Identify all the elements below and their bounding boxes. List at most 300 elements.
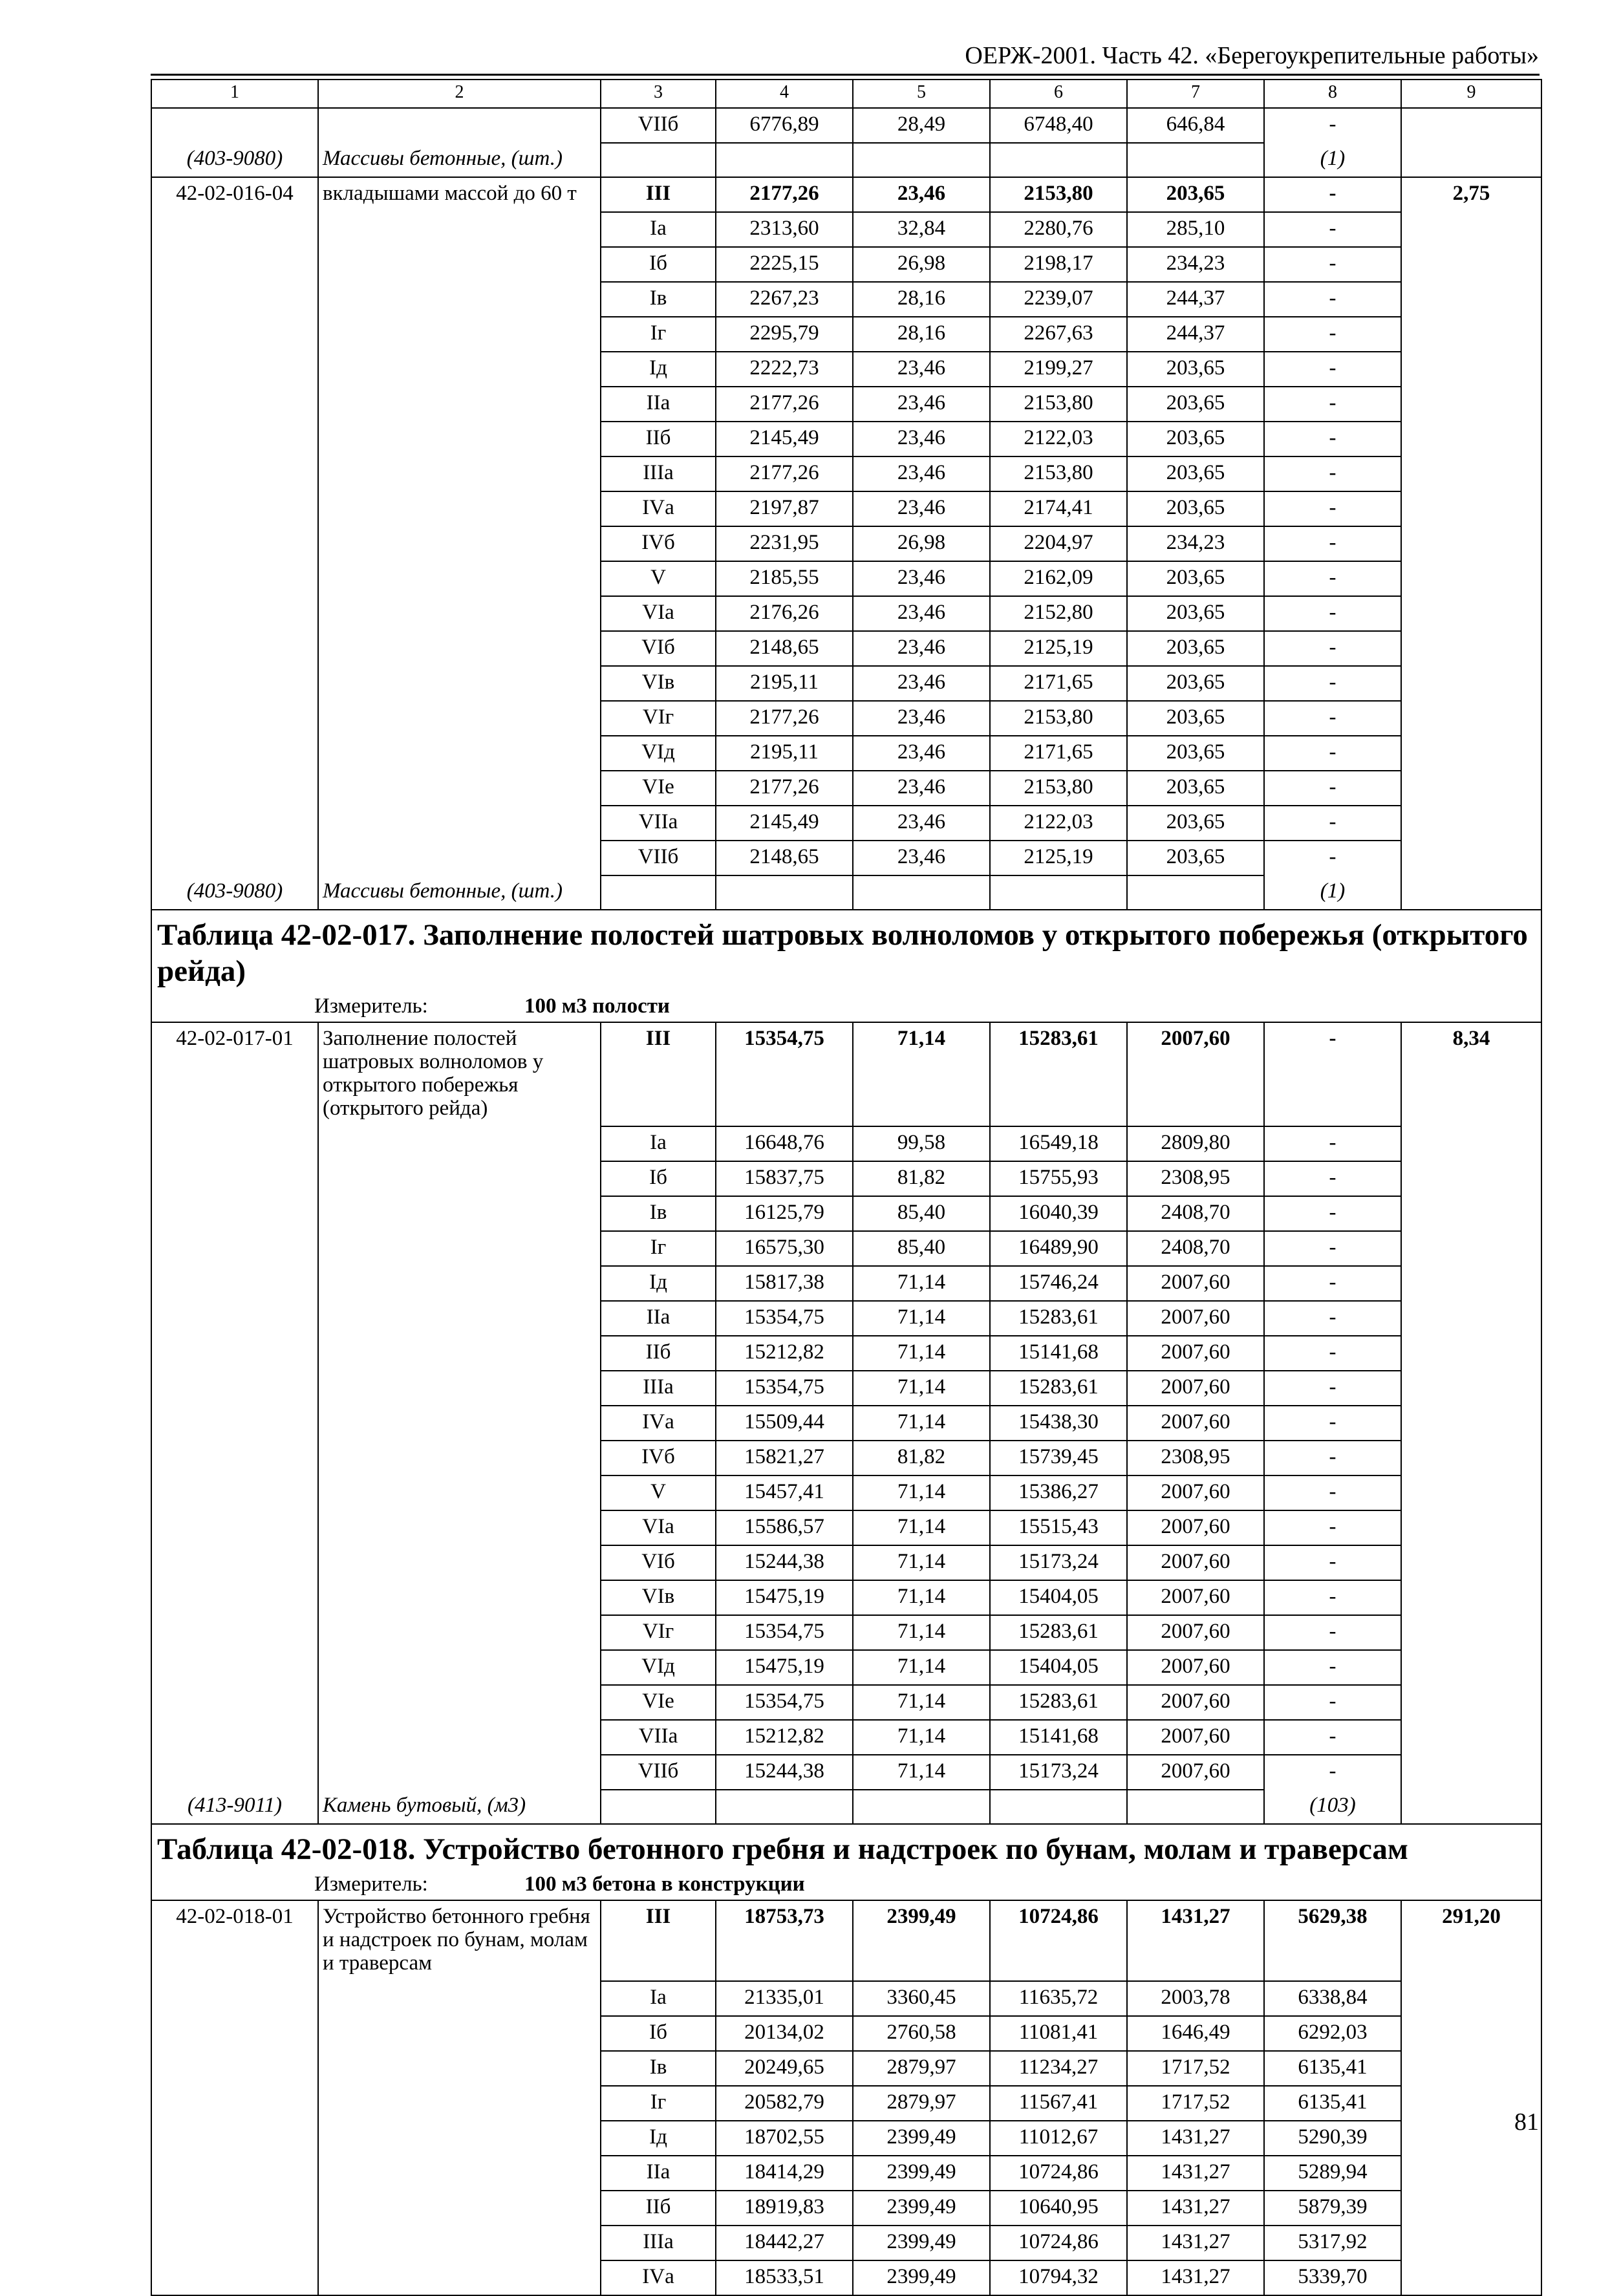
value-cell: 2007,60 bbox=[1127, 1615, 1264, 1650]
value-cell: 285,10 bbox=[1127, 212, 1264, 247]
measure-value: 100 м3 полости bbox=[524, 994, 670, 1018]
table-title: Таблица 42-02-017. Заполнение полостей шатровых волноломов у открытого побережья (открытого рейда) bbox=[151, 910, 1541, 992]
resource-quantity: (103) bbox=[1264, 1790, 1401, 1824]
code-cell bbox=[151, 352, 318, 387]
value-cell: 15141,68 bbox=[990, 1336, 1127, 1371]
value-cell: 18753,73 bbox=[716, 1900, 853, 1981]
value-cell: 15354,75 bbox=[716, 1685, 853, 1720]
value-cell: 203,65 bbox=[1127, 701, 1264, 736]
value-cell: IVа bbox=[601, 491, 716, 526]
name-cell bbox=[318, 1231, 601, 1266]
value-cell: III bbox=[601, 177, 716, 212]
name-cell bbox=[318, 806, 601, 841]
value-cell: 15515,43 bbox=[990, 1510, 1127, 1545]
value-cell: - bbox=[1264, 631, 1401, 666]
extra-cell bbox=[1401, 1475, 1541, 1510]
empty-cell bbox=[716, 143, 853, 177]
value-cell: VIг bbox=[601, 701, 716, 736]
value-cell: 2125,19 bbox=[990, 631, 1127, 666]
value-cell: 71,14 bbox=[853, 1685, 990, 1720]
extra-cell bbox=[1401, 596, 1541, 631]
name-cell bbox=[318, 2051, 601, 2086]
value-cell: - bbox=[1264, 1371, 1401, 1406]
name-cell bbox=[318, 771, 601, 806]
name-cell bbox=[318, 1266, 601, 1301]
value-cell: 23,46 bbox=[853, 771, 990, 806]
value-cell: - bbox=[1264, 1475, 1401, 1510]
value-cell: 71,14 bbox=[853, 1720, 990, 1755]
value-cell: 71,14 bbox=[853, 1371, 990, 1406]
value-cell: - bbox=[1264, 666, 1401, 701]
code-cell bbox=[151, 1406, 318, 1441]
value-cell: 15475,19 bbox=[716, 1580, 853, 1615]
value-cell: VIб bbox=[601, 1545, 716, 1580]
value-cell: - bbox=[1264, 771, 1401, 806]
value-cell: 23,46 bbox=[853, 422, 990, 456]
extra-cell bbox=[1401, 456, 1541, 491]
name-cell bbox=[318, 841, 601, 875]
value-cell: 203,65 bbox=[1127, 387, 1264, 422]
value-cell: 2153,80 bbox=[990, 701, 1127, 736]
table-row bbox=[151, 1301, 1541, 1336]
value-cell: 2007,60 bbox=[1127, 1720, 1264, 1755]
value-cell: 10724,86 bbox=[990, 2156, 1127, 2191]
value-cell: VIIб bbox=[601, 108, 716, 143]
value-cell: 2185,55 bbox=[716, 561, 853, 596]
value-cell: 28,49 bbox=[853, 108, 990, 143]
value-cell: 11635,72 bbox=[990, 1981, 1127, 2016]
value-cell: 15212,82 bbox=[716, 1720, 853, 1755]
value-cell: - bbox=[1264, 1196, 1401, 1231]
extra-cell bbox=[1401, 247, 1541, 282]
extra-value: 8,34 bbox=[1401, 1022, 1541, 1126]
value-cell: 2145,49 bbox=[716, 422, 853, 456]
table-row bbox=[151, 701, 1541, 736]
value-cell: III bbox=[601, 1022, 716, 1126]
value-cell: 2399,49 bbox=[853, 2226, 990, 2260]
value-cell: - bbox=[1264, 491, 1401, 526]
extra-cell bbox=[1401, 143, 1541, 177]
value-cell: 6135,41 bbox=[1264, 2051, 1401, 2086]
value-cell: 2177,26 bbox=[716, 701, 853, 736]
code-cell bbox=[151, 2086, 318, 2121]
value-cell: 15173,24 bbox=[990, 1545, 1127, 1580]
value-cell: 23,46 bbox=[853, 736, 990, 771]
value-cell: 203,65 bbox=[1127, 841, 1264, 875]
extra-cell bbox=[1401, 1510, 1541, 1545]
value-cell: 203,65 bbox=[1127, 771, 1264, 806]
name-cell bbox=[318, 1650, 601, 1685]
value-cell: 1717,52 bbox=[1127, 2051, 1264, 2086]
column-number: 7 bbox=[1127, 80, 1264, 108]
value-cell: 23,46 bbox=[853, 666, 990, 701]
value-cell: 15755,93 bbox=[990, 1161, 1127, 1196]
extra-cell bbox=[1401, 701, 1541, 736]
code-cell bbox=[151, 1650, 318, 1685]
measure-line bbox=[151, 1870, 1541, 1900]
table-row bbox=[151, 177, 1541, 212]
value-cell: IIа bbox=[601, 2156, 716, 2191]
table-row bbox=[151, 1545, 1541, 1580]
value-cell: 2122,03 bbox=[990, 806, 1127, 841]
code-cell bbox=[151, 422, 318, 456]
table-row bbox=[151, 491, 1541, 526]
value-cell: 15475,19 bbox=[716, 1650, 853, 1685]
value-cell: 2308,95 bbox=[1127, 1441, 1264, 1475]
extra-cell bbox=[1401, 2156, 1541, 2191]
resource-name: Массивы бетонные, (шт.) bbox=[318, 143, 601, 177]
name-cell bbox=[318, 2121, 601, 2156]
code-cell bbox=[151, 387, 318, 422]
value-cell: 2399,49 bbox=[853, 2156, 990, 2191]
value-cell: 15354,75 bbox=[716, 1371, 853, 1406]
extra-cell bbox=[1401, 736, 1541, 771]
value-cell: - bbox=[1264, 1510, 1401, 1545]
column-number-row bbox=[151, 80, 1541, 108]
code-cell bbox=[151, 2121, 318, 2156]
value-cell: 1431,27 bbox=[1127, 2191, 1264, 2226]
value-cell: 2879,97 bbox=[853, 2051, 990, 2086]
table-row bbox=[151, 806, 1541, 841]
value-cell: IIа bbox=[601, 1301, 716, 1336]
value-cell: Iб bbox=[601, 2016, 716, 2051]
running-header: ОЕРЖ-2001. Часть 42. «Берегоукрепительные работы» bbox=[965, 42, 1539, 69]
table-row bbox=[151, 317, 1541, 352]
column-number: 4 bbox=[716, 80, 853, 108]
value-cell: - bbox=[1264, 1545, 1401, 1580]
extra-cell bbox=[1401, 666, 1541, 701]
extra-cell bbox=[1401, 561, 1541, 596]
code-cell bbox=[151, 1336, 318, 1371]
value-cell: 71,14 bbox=[853, 1510, 990, 1545]
table-row bbox=[151, 2121, 1541, 2156]
table-row bbox=[151, 422, 1541, 456]
resource-code: (403-9080) bbox=[151, 143, 318, 177]
value-cell: 18414,29 bbox=[716, 2156, 853, 2191]
value-cell: 15354,75 bbox=[716, 1022, 853, 1126]
code-cell bbox=[151, 2226, 318, 2260]
value-cell: 15837,75 bbox=[716, 1161, 853, 1196]
table-row bbox=[151, 387, 1541, 422]
value-cell: 15457,41 bbox=[716, 1475, 853, 1510]
value-cell: 71,14 bbox=[853, 1755, 990, 1790]
value-cell: 15283,61 bbox=[990, 1301, 1127, 1336]
value-cell: 2809,80 bbox=[1127, 1126, 1264, 1161]
value-cell: 2007,60 bbox=[1127, 1406, 1264, 1441]
value-cell: - bbox=[1264, 1301, 1401, 1336]
value-cell: 23,46 bbox=[853, 596, 990, 631]
table-row bbox=[151, 1720, 1541, 1755]
name-cell bbox=[318, 1301, 601, 1336]
value-cell: 2148,65 bbox=[716, 631, 853, 666]
table-row bbox=[151, 561, 1541, 596]
empty-cell bbox=[1127, 143, 1264, 177]
value-cell: III bbox=[601, 1900, 716, 1981]
code-cell bbox=[151, 212, 318, 247]
value-cell: 2003,78 bbox=[1127, 1981, 1264, 2016]
value-cell: 71,14 bbox=[853, 1336, 990, 1371]
value-cell: 2007,60 bbox=[1127, 1266, 1264, 1301]
resource-quantity: (1) bbox=[1264, 875, 1401, 910]
value-cell: 23,46 bbox=[853, 841, 990, 875]
value-cell: 2007,60 bbox=[1127, 1650, 1264, 1685]
value-cell: 2313,60 bbox=[716, 212, 853, 247]
name-cell bbox=[318, 491, 601, 526]
value-cell: 11567,41 bbox=[990, 2086, 1127, 2121]
extra-cell bbox=[1401, 526, 1541, 561]
value-cell: 2399,49 bbox=[853, 2260, 990, 2295]
value-cell: VIг bbox=[601, 1615, 716, 1650]
table-row bbox=[151, 352, 1541, 387]
value-cell: IIб bbox=[601, 1336, 716, 1371]
value-cell: 203,65 bbox=[1127, 736, 1264, 771]
empty-cell bbox=[601, 1790, 716, 1824]
extra-cell bbox=[1401, 1720, 1541, 1755]
value-cell: - bbox=[1264, 1755, 1401, 1790]
table-row bbox=[151, 1441, 1541, 1475]
value-cell: 5317,92 bbox=[1264, 2226, 1401, 2260]
name-cell bbox=[318, 1685, 601, 1720]
table-row bbox=[151, 1196, 1541, 1231]
table-row bbox=[151, 212, 1541, 247]
column-number: 5 bbox=[853, 80, 990, 108]
value-cell: 2007,60 bbox=[1127, 1755, 1264, 1790]
value-cell: Iг bbox=[601, 1231, 716, 1266]
value-cell: 5629,38 bbox=[1264, 1900, 1401, 1981]
extra-cell bbox=[1401, 1755, 1541, 1790]
value-cell: - bbox=[1264, 561, 1401, 596]
value-cell: 2007,60 bbox=[1127, 1022, 1264, 1126]
extra-cell bbox=[1401, 2226, 1541, 2260]
value-cell: IIIа bbox=[601, 2226, 716, 2260]
value-cell: 15404,05 bbox=[990, 1650, 1127, 1685]
empty-cell bbox=[990, 1790, 1127, 1824]
value-cell: - bbox=[1264, 596, 1401, 631]
resource-name: Массивы бетонные, (шт.) bbox=[318, 875, 601, 910]
value-cell: VIд bbox=[601, 1650, 716, 1685]
value-cell: 2195,11 bbox=[716, 736, 853, 771]
value-cell: 18442,27 bbox=[716, 2226, 853, 2260]
value-cell: 15438,30 bbox=[990, 1406, 1127, 1441]
value-cell: - bbox=[1264, 387, 1401, 422]
value-cell: 10640,95 bbox=[990, 2191, 1127, 2226]
table-row bbox=[151, 2156, 1541, 2191]
value-cell: - bbox=[1264, 1441, 1401, 1475]
value-cell: - bbox=[1264, 1406, 1401, 1441]
name-cell bbox=[318, 1196, 601, 1231]
value-cell: Iд bbox=[601, 1266, 716, 1301]
table-row bbox=[151, 841, 1541, 875]
value-cell: - bbox=[1264, 1022, 1401, 1126]
name-cell bbox=[318, 1336, 601, 1371]
rate-name: Заполнение полостей шатровых волноломов у открытого побережья (открытого рейда) bbox=[318, 1022, 601, 1126]
table-row bbox=[151, 2051, 1541, 2086]
name-cell bbox=[318, 1720, 601, 1755]
extra-cell bbox=[1401, 1126, 1541, 1161]
measure-line bbox=[151, 992, 1541, 1022]
value-cell: 2399,49 bbox=[853, 2121, 990, 2156]
value-cell: 71,14 bbox=[853, 1615, 990, 1650]
name-cell bbox=[318, 247, 601, 282]
name-cell bbox=[318, 387, 601, 422]
value-cell: Iд bbox=[601, 352, 716, 387]
extra-cell bbox=[1401, 1441, 1541, 1475]
value-cell: 2007,60 bbox=[1127, 1685, 1264, 1720]
code-cell bbox=[151, 1685, 318, 1720]
table-row bbox=[151, 1580, 1541, 1615]
extra-cell bbox=[1401, 108, 1541, 143]
column-number: 1 bbox=[151, 80, 318, 108]
value-cell: 16125,79 bbox=[716, 1196, 853, 1231]
value-cell: 2199,27 bbox=[990, 352, 1127, 387]
table-row bbox=[151, 1371, 1541, 1406]
value-cell: 11081,41 bbox=[990, 2016, 1127, 2051]
table-row bbox=[151, 282, 1541, 317]
value-cell: 2222,73 bbox=[716, 352, 853, 387]
name-cell bbox=[318, 422, 601, 456]
table-row bbox=[151, 108, 1541, 143]
table-row bbox=[151, 666, 1541, 701]
value-cell: IIб bbox=[601, 422, 716, 456]
table-row bbox=[151, 596, 1541, 631]
code-cell bbox=[151, 2156, 318, 2191]
value-cell: 2153,80 bbox=[990, 771, 1127, 806]
table-row bbox=[151, 1510, 1541, 1545]
value-cell: VIв bbox=[601, 1580, 716, 1615]
value-cell: 234,23 bbox=[1127, 247, 1264, 282]
value-cell: 16648,76 bbox=[716, 1126, 853, 1161]
value-cell: 2177,26 bbox=[716, 456, 853, 491]
empty-cell bbox=[716, 1790, 853, 1824]
value-cell: VIв bbox=[601, 666, 716, 701]
value-cell: 2879,97 bbox=[853, 2086, 990, 2121]
value-cell: 2198,17 bbox=[990, 247, 1127, 282]
value-cell: 2007,60 bbox=[1127, 1371, 1264, 1406]
value-cell: - bbox=[1264, 1266, 1401, 1301]
extra-cell bbox=[1401, 212, 1541, 247]
resource-code: (413-9011) bbox=[151, 1790, 318, 1824]
value-cell: 2177,26 bbox=[716, 177, 853, 212]
table-title: Таблица 42-02-018. Устройство бетонного гребня и надстроек по бунам, молам и траверсам bbox=[151, 1824, 1541, 1870]
extra-cell bbox=[1401, 1161, 1541, 1196]
value-cell: VIб bbox=[601, 631, 716, 666]
table-title-row bbox=[151, 910, 1541, 992]
value-cell: 32,84 bbox=[853, 212, 990, 247]
value-cell: 5290,39 bbox=[1264, 2121, 1401, 2156]
table-row bbox=[151, 2016, 1541, 2051]
extra-cell bbox=[1401, 1266, 1541, 1301]
value-cell: 85,40 bbox=[853, 1196, 990, 1231]
value-cell: 15283,61 bbox=[990, 1371, 1127, 1406]
extra-cell bbox=[1401, 1580, 1541, 1615]
value-cell: 234,23 bbox=[1127, 526, 1264, 561]
resource-row bbox=[151, 143, 1541, 177]
value-cell: 16489,90 bbox=[990, 1231, 1127, 1266]
value-cell: 15817,38 bbox=[716, 1266, 853, 1301]
table-row bbox=[151, 2260, 1541, 2295]
value-cell: 10724,86 bbox=[990, 1900, 1127, 1981]
table-row bbox=[151, 1615, 1541, 1650]
code-cell bbox=[151, 2051, 318, 2086]
value-cell: 2171,65 bbox=[990, 666, 1127, 701]
name-cell bbox=[318, 1580, 601, 1615]
value-cell: - bbox=[1264, 317, 1401, 352]
value-cell: 15283,61 bbox=[990, 1685, 1127, 1720]
value-cell: Iг bbox=[601, 2086, 716, 2121]
extra-cell bbox=[1401, 1650, 1541, 1685]
value-cell: - bbox=[1264, 1650, 1401, 1685]
code-cell bbox=[151, 247, 318, 282]
value-cell: Iб bbox=[601, 247, 716, 282]
name-cell bbox=[318, 526, 601, 561]
value-cell: 23,46 bbox=[853, 806, 990, 841]
value-cell: 16040,39 bbox=[990, 1196, 1127, 1231]
table-row bbox=[151, 2086, 1541, 2121]
value-cell: 2176,26 bbox=[716, 596, 853, 631]
code-cell bbox=[151, 108, 318, 143]
value-cell: 1431,27 bbox=[1127, 1900, 1264, 1981]
code-cell bbox=[151, 1126, 318, 1161]
rate-name: вкладышами массой до 60 т bbox=[318, 177, 601, 212]
table-row bbox=[151, 247, 1541, 282]
header-rule bbox=[151, 74, 1540, 76]
empty-cell bbox=[990, 875, 1127, 910]
value-cell: 71,14 bbox=[853, 1406, 990, 1441]
value-cell: 2177,26 bbox=[716, 387, 853, 422]
code-cell bbox=[151, 1231, 318, 1266]
empty-cell bbox=[853, 875, 990, 910]
value-cell: 10794,32 bbox=[990, 2260, 1127, 2295]
value-cell: 2145,49 bbox=[716, 806, 853, 841]
column-number: 6 bbox=[990, 80, 1127, 108]
value-cell: 23,46 bbox=[853, 456, 990, 491]
code-cell bbox=[151, 526, 318, 561]
name-cell bbox=[318, 1161, 601, 1196]
rate-code: 42-02-018-01 bbox=[151, 1900, 318, 1981]
value-cell: 203,65 bbox=[1127, 422, 1264, 456]
value-cell: 2153,80 bbox=[990, 456, 1127, 491]
value-cell: - bbox=[1264, 1231, 1401, 1266]
value-cell: 16549,18 bbox=[990, 1126, 1127, 1161]
table-row bbox=[151, 1475, 1541, 1510]
value-cell: 15509,44 bbox=[716, 1406, 853, 1441]
value-cell: 203,65 bbox=[1127, 491, 1264, 526]
code-cell bbox=[151, 2260, 318, 2295]
name-cell bbox=[318, 596, 601, 631]
value-cell: - bbox=[1264, 352, 1401, 387]
value-cell: 646,84 bbox=[1127, 108, 1264, 143]
value-cell: Iб bbox=[601, 1161, 716, 1196]
code-cell bbox=[151, 456, 318, 491]
value-cell: - bbox=[1264, 701, 1401, 736]
value-cell: 15354,75 bbox=[716, 1615, 853, 1650]
value-cell: 2007,60 bbox=[1127, 1510, 1264, 1545]
value-cell: VIе bbox=[601, 1685, 716, 1720]
value-cell: 203,65 bbox=[1127, 456, 1264, 491]
code-cell bbox=[151, 596, 318, 631]
value-cell: 2148,65 bbox=[716, 841, 853, 875]
code-cell bbox=[151, 1441, 318, 1475]
value-cell: 26,98 bbox=[853, 247, 990, 282]
table-row bbox=[151, 1161, 1541, 1196]
code-cell bbox=[151, 1196, 318, 1231]
value-cell: 15821,27 bbox=[716, 1441, 853, 1475]
value-cell: VIа bbox=[601, 1510, 716, 1545]
extra-cell bbox=[1401, 1615, 1541, 1650]
value-cell: 5289,94 bbox=[1264, 2156, 1401, 2191]
value-cell: VIа bbox=[601, 596, 716, 631]
name-cell bbox=[318, 666, 601, 701]
